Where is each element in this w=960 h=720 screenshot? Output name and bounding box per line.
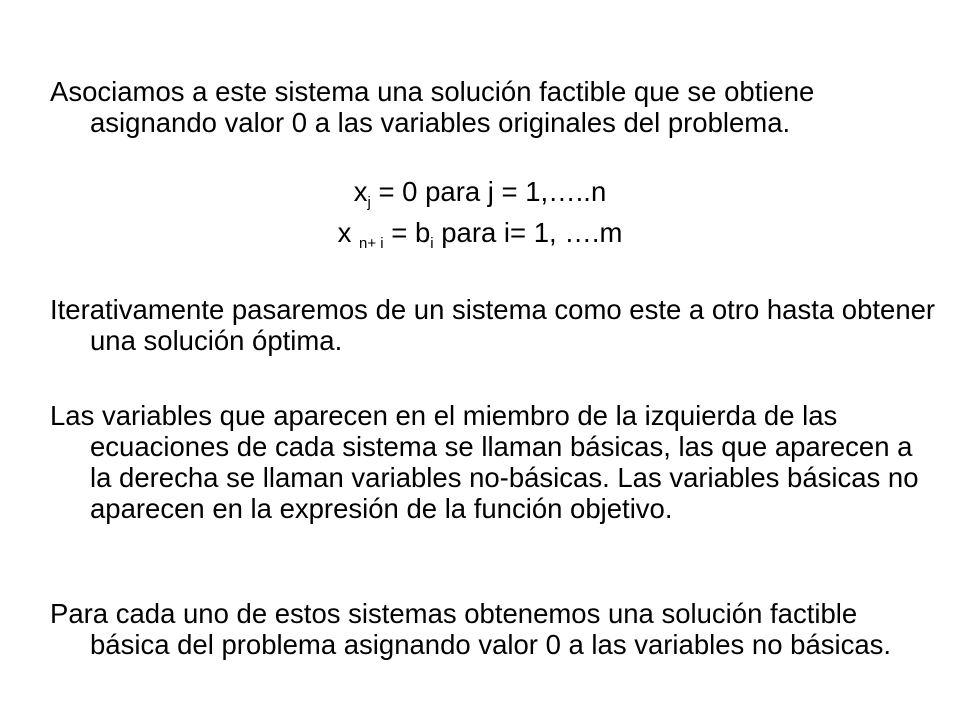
eq2-subscript-b: i — [430, 235, 434, 252]
eq1-var: x — [353, 176, 368, 207]
eq2-subscript: n+ i — [359, 235, 384, 252]
eq2-mid: = b — [383, 217, 431, 248]
paragraph-basic-variables: Las variables que aparecen en el miembro de la izquierda de las ecuaciones de cada sistema se llaman básicas, las que aparecen a la derecha se llaman variables no-básicas. Las variables básicas no aparecen en la expresión de la función objetivo. — [50, 400, 919, 524]
paragraph-iteration: Iterativamente pasaremos de un sistema como este a otro hasta obtener una solución óptima. — [50, 294, 936, 356]
paragraph-feasible-solution: Asociamos a este sistema una solución factible que se obtiene asignando valor 0 a las variables originales del problema. — [50, 76, 815, 138]
eq2-rest: para i= 1, ….m — [433, 217, 623, 248]
equation-original-variables — [0, 176, 960, 211]
eq2-var: x — [337, 217, 360, 248]
equation-slack-variables — [0, 217, 960, 252]
eq1-subscript: j — [367, 194, 371, 211]
paragraph-basic-feasible-solution: Para cada uno de estos sistemas obtenemos una solución factible básica del problema asignando valor 0 a las variables no básicas. — [50, 598, 892, 660]
eq1-rest: = 0 para j = 1,…..n — [370, 176, 607, 207]
